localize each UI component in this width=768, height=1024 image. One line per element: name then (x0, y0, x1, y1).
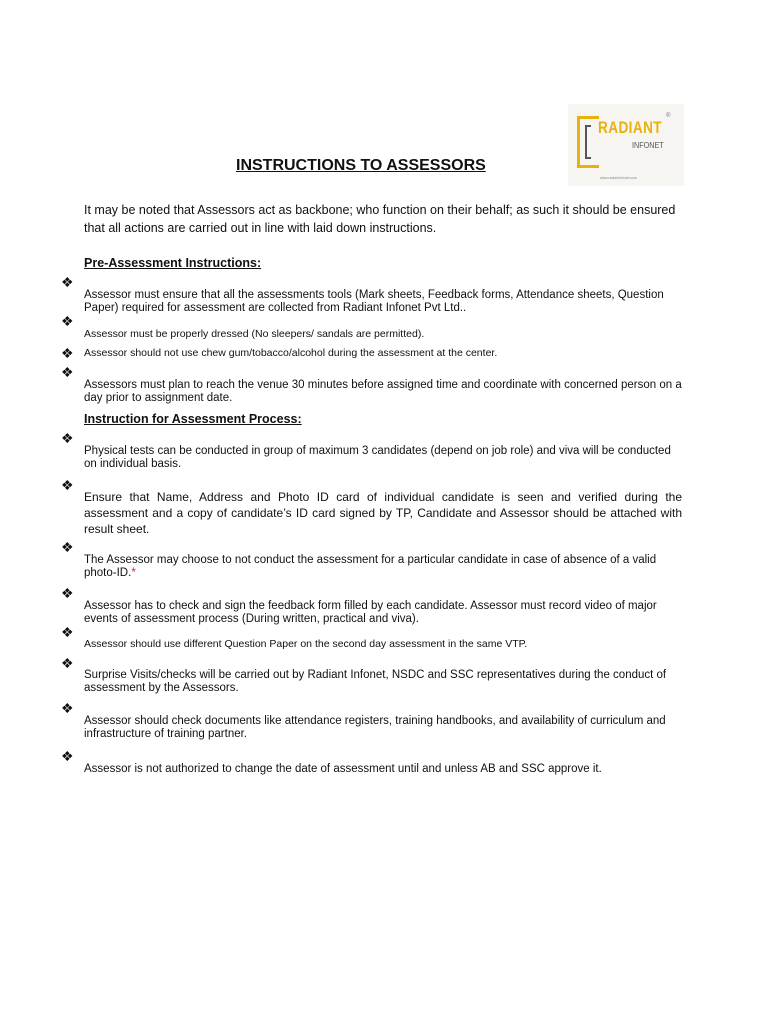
company-logo (568, 104, 684, 186)
required-asterisk: * (131, 567, 136, 579)
bullet-icon: ❖ (61, 624, 74, 640)
bullet-icon: ❖ (61, 364, 74, 380)
bullet-icon: ❖ (61, 274, 74, 290)
pre-assessment-item: Assessor must ensure that all the assessments tools (Mark sheets, Feedback forms, Attendance sheets, Question Paper) required for assessment are collected from Radiant Infonet Pvt Ltd.. (84, 289, 664, 314)
process-item: Ensure that Name, Address and Photo ID card of individual candidate is seen and verified during the assessment and a copy of candidate’s ID card signed by TP, Candidate and Assessor should be attached with result sheet. (84, 490, 682, 536)
pre-assessment-item: Assessor must be properly dressed (No sleepers/ sandals are permitted). (84, 328, 425, 340)
intro-paragraph: It may be noted that Assessors act as backbone; who function on their behalf; as such it should be ensured that all actions are carried out in line with laid down instructions. (84, 203, 676, 235)
process-item: Assessor has to check and sign the feedback form filled by each candidate. Assessor must record video of major events of assessment process (During written, practical and viva). (84, 600, 657, 625)
pre-assessment-heading: Pre-Assessment Instructions: (84, 256, 262, 270)
logo-url: www.radiantinfonet.com (600, 176, 638, 180)
process-item: Assessor is not authorized to change the date of assessment until and unless AB and SSC approve it. (84, 763, 602, 775)
bullet-icon: ❖ (61, 345, 74, 361)
process-item: Surprise Visits/checks will be carried out by Radiant Infonet, NSDC and SSC representatives during the conduct of assessment by the Assessors. (84, 669, 667, 694)
bullet-icon: ❖ (61, 585, 74, 601)
bullet-icon: ❖ (61, 655, 74, 671)
pre-assessment-item: Assessor should not use chew gum/tobacco/alcohol during the assessment at the center. (84, 347, 498, 359)
process-item: Physical tests can be conducted in group of maximum 3 candidates (depend on job role) and viva will be conducted on individual basis. (84, 445, 671, 470)
page-title: INSTRUCTIONS TO ASSESSORS (236, 157, 486, 174)
bullet-icon: ❖ (61, 430, 74, 446)
process-item: Assessor should check documents like attendance registers, training handbooks, and availability of curriculum and infrastructure of training partner. (84, 715, 666, 740)
pre-assessment-item: Assessors must plan to reach the venue 30 minutes before assigned time and coordinate with concerned person on a day prior to assignment date. (84, 379, 682, 404)
process-heading: Instruction for Assessment Process: (84, 412, 302, 426)
bullet-icon: ❖ (61, 313, 74, 329)
bullet-icon: ❖ (61, 539, 74, 555)
process-item: Assessor should use different Question Paper on the second day assessment in the same VTP. (84, 638, 528, 650)
bullet-icon: ❖ (61, 477, 74, 493)
process-item (84, 554, 682, 580)
bullet-icon: ❖ (61, 700, 74, 716)
logo-frame-icon (577, 116, 599, 168)
logo-subtitle: INFONET (632, 140, 664, 150)
process-item-text: The Assessor may choose to not conduct the assessment for a particular candidate in case of absence of a valid photo-ID. (84, 554, 657, 579)
logo-registered-mark: ® (666, 113, 671, 119)
logo-word: RADIANT (598, 118, 662, 137)
bullet-icon: ❖ (61, 748, 74, 764)
